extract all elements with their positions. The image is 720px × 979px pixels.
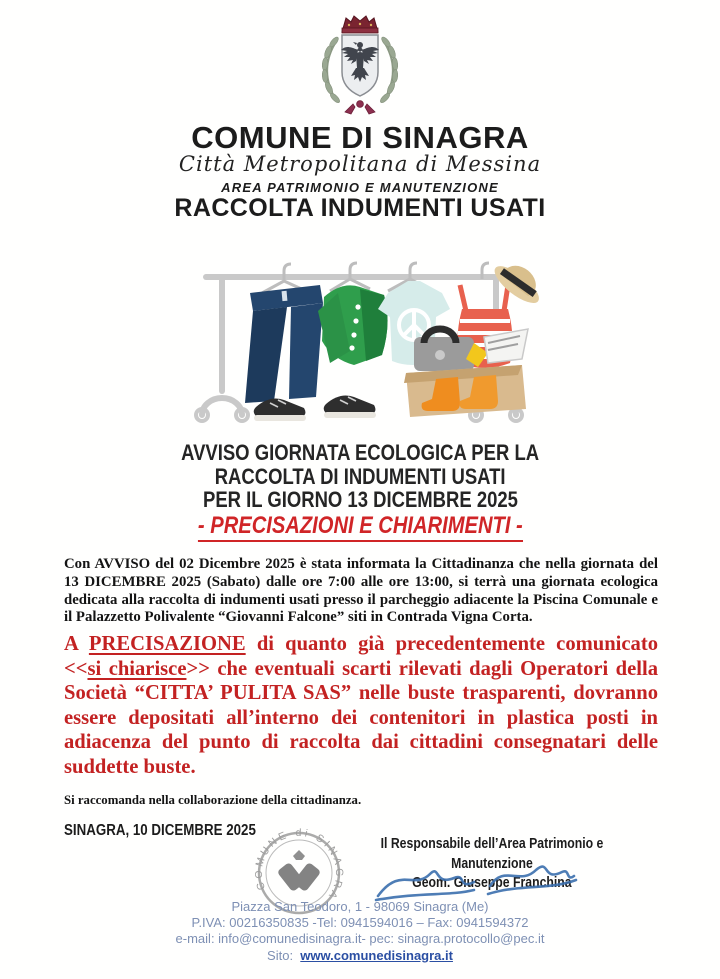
notice-title — [0, 441, 720, 512]
stamp-emblem — [277, 850, 322, 892]
footer-vat-tel-fax: P.IVA: 00216350835 -Tel: 0941594016 – Fax: 0941594372 — [191, 915, 529, 931]
footer-address: Piazza San Teodoro, 1 - 98069 Sinagra (Me) — [231, 899, 489, 914]
footer — [0, 899, 720, 964]
intro-paragraph: Con AVVISO del 02 Dicembre 2025 è stata informata la Cittadinanza che nella giornata del 13 DICEMBRE 2025 (Sabato) dalle ore 7:00 alle ore 13:00, si terrà una giornata ecologica dedicata alla raccolta di indumenti usati presso il parcheggio adiacente la Piscina Comunale e il Palazzetto Polivalente “Giovanni Falcone” siti in Contrada Vigna Corta. — [64, 556, 658, 626]
notice-title-line1: AVVISO GIORNATA ECOLOGICA PER LA — [181, 440, 539, 465]
department-label: AREA PATRIMONIO E MANUTENZIONE — [221, 180, 499, 195]
crown-icon — [342, 16, 378, 33]
notice-title-line3: PER IL GIORNO 13 DICEMBRE 2025 — [202, 487, 518, 512]
footer-site-label: Sito: — [267, 947, 294, 963]
green-cardigan — [318, 285, 388, 365]
recommendation-note: Si raccomanda nella collaborazione della cittadinanza. — [64, 793, 362, 807]
notice-title-line2: RACCOLTA DI INDUMENTI USATI — [214, 463, 506, 489]
jeans — [245, 285, 323, 403]
responsible-role: Il Responsabile dell’Area Patrimonio e Manutenzione — [380, 836, 604, 872]
clarification-paragraph: A PRECISAZIONE di quanto già precedentemente comunicato <<si chiarisce>> che eventuali scarti rilevati dagli Operatori della Società “CITTA’ PULITA SAS” nelle buste trasparenti, dovranno essere depositati all’interno dei contenitori in plastica posti in adiacenza del punto di raccolta dai cittadini consegnatari delle suddette buste. — [64, 633, 658, 778]
footer-site-link[interactable]: www.comunedisinagra.it — [300, 947, 453, 963]
shield-icon — [341, 35, 379, 96]
used-clothes-rack-illustration — [192, 251, 544, 433]
ribbon-icon — [345, 101, 375, 114]
svg-text:COMUNE di SINAGRA: COMUNE di SINAGRA — [253, 828, 345, 903]
municipality-title: COMUNE DI SINAGRA — [191, 120, 529, 155]
place-date: SINAGRA, 10 DICEMBRE 2025 — [64, 822, 256, 839]
footer-site-line — [0, 948, 720, 964]
municipal-coat-of-arms-icon — [301, 12, 419, 118]
metropolitan-city-subtitle: Città Metropolitana di Messina — [178, 152, 542, 176]
footer-email-pec: e-mail: info@comunedisinagra.it- pec: sinagra.protocollo@pec.it — [175, 931, 545, 947]
notice-red-subtitle: - PRECISAZIONI E CHIARIMENTI - — [0, 512, 720, 540]
sneakers — [254, 396, 376, 421]
handwritten-signature-icon — [370, 856, 580, 904]
service-title: RACCOLTA INDUMENTI USATI — [174, 194, 546, 222]
responsible-name: Geom. Giuseppe Franchina — [412, 875, 572, 892]
